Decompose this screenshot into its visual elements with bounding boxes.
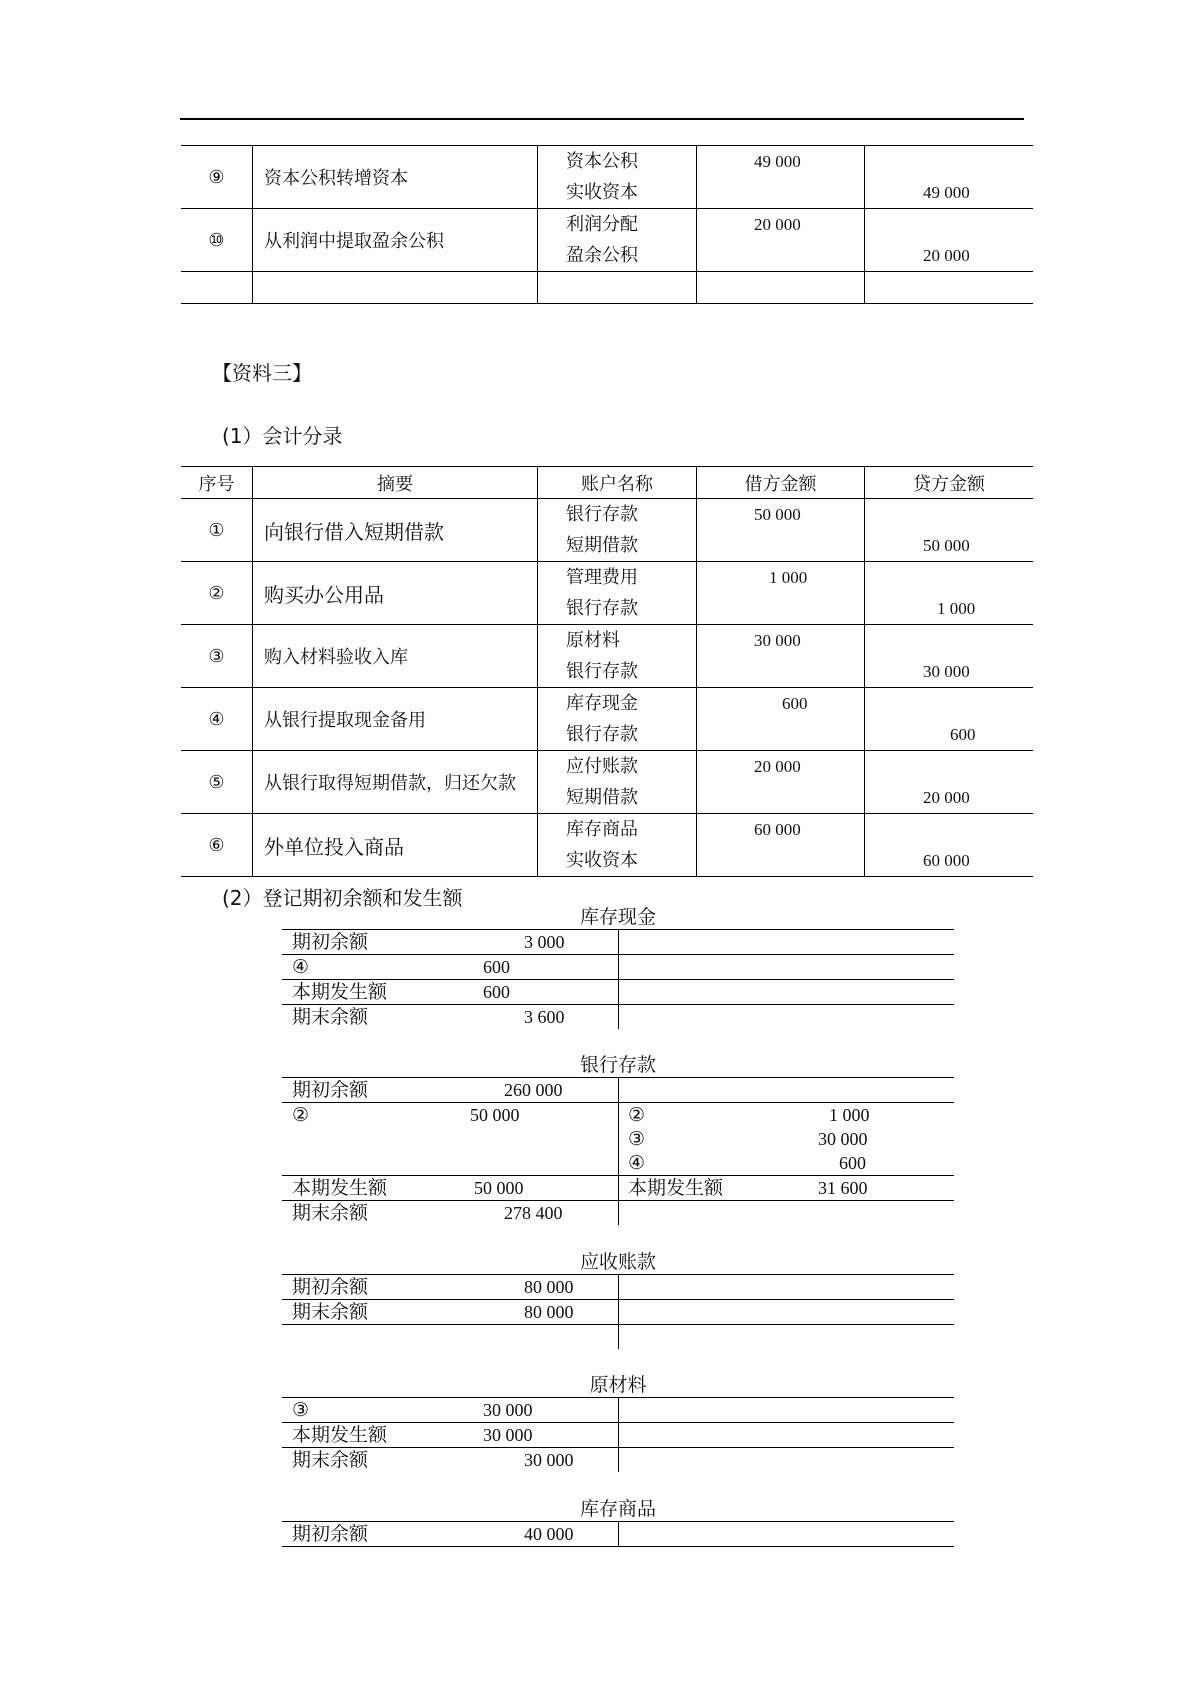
credit-amount: 49 000 [923, 183, 970, 202]
subsection-title: (2）登记期初余额和发生额 [222, 886, 463, 910]
debit-amount: 60 000 [754, 820, 801, 839]
t-row [282, 1522, 954, 1547]
top-rule [180, 118, 1024, 120]
credit-account: 实收资本 [566, 850, 638, 871]
t-row [282, 1176, 954, 1201]
row-value: 260 000 [504, 1080, 563, 1100]
seq-cell: ④ [181, 688, 253, 751]
row-value: 600 [483, 982, 510, 1002]
debit-account: 库存商品 [566, 819, 638, 840]
credit-account: 银行存款 [566, 724, 638, 745]
credit-cell [865, 146, 1034, 209]
row-value: 50 000 [470, 1105, 520, 1125]
accounts-cell [538, 562, 697, 625]
accounts-cell [538, 146, 697, 209]
accounts-cell [538, 499, 697, 562]
row-label: ③ [292, 1399, 310, 1421]
row-value: 3 600 [524, 1007, 565, 1027]
row-value: 80 000 [524, 1302, 574, 1322]
row-label: 本期发生额 [292, 1424, 388, 1446]
debit-account: 管理费用 [566, 567, 638, 588]
seq-cell: ③ [181, 625, 253, 688]
debit-amount: 20 000 [754, 757, 801, 776]
t-account-receivable [282, 1250, 954, 1349]
t-row [282, 1078, 954, 1103]
credit-value: 31 600 [818, 1178, 868, 1198]
t-row [282, 1151, 954, 1176]
t-account-title: 原材料 [589, 1374, 647, 1396]
credit-cell [865, 625, 1034, 688]
row-label: ④ [292, 956, 310, 978]
credit-account: 短期借款 [566, 535, 638, 556]
journal-table [181, 466, 1033, 877]
credit-value: 600 [839, 1153, 866, 1173]
t-account-bank [282, 1053, 954, 1225]
t-account-title: 库存现金 [579, 906, 656, 928]
accounts-cell [538, 209, 697, 272]
credit-cell [865, 209, 1034, 272]
debit-cell [697, 146, 865, 209]
debit-cell [697, 688, 865, 751]
seq-cell: ① [181, 499, 253, 562]
row-value: 40 000 [524, 1524, 574, 1544]
debit-account: 应付账款 [566, 756, 638, 777]
table-row [181, 751, 1033, 814]
row-label: 期初余额 [292, 1079, 369, 1101]
credit-account: 银行存款 [566, 598, 638, 619]
debit-amount: 600 [782, 694, 808, 713]
credit-label: 本期发生额 [628, 1177, 724, 1199]
credit-amount: 30 000 [923, 662, 970, 681]
t-row [282, 1005, 954, 1029]
table-row [181, 625, 1033, 688]
accounts-cell [538, 625, 697, 688]
row-value: 50 000 [474, 1178, 524, 1198]
t-row [282, 955, 954, 980]
credit-label: ④ [628, 1152, 646, 1174]
credit-account: 短期借款 [566, 787, 638, 808]
t-account-title: 银行存款 [579, 1054, 656, 1076]
t-account-goods [282, 1497, 954, 1547]
table-row-empty [181, 272, 1033, 304]
credit-cell [865, 562, 1034, 625]
row-label: 期末余额 [292, 1449, 369, 1471]
t-row [282, 1300, 954, 1325]
row-label: 期初余额 [292, 931, 369, 953]
summary-cell: 外单位投入商品 [253, 814, 538, 877]
table-row [181, 499, 1033, 562]
debit-account: 银行存款 [566, 504, 638, 525]
row-value: 600 [483, 957, 510, 977]
credit-amount: 20 000 [923, 788, 970, 807]
table-row [181, 209, 1033, 272]
credit-cell [865, 751, 1034, 814]
summary-cell: 从利润中提取盈余公积 [253, 209, 538, 272]
t-row [282, 1448, 954, 1472]
row-label: 期末余额 [292, 1202, 369, 1224]
table-row [181, 688, 1033, 751]
credit-amount: 20 000 [923, 246, 970, 265]
row-value: 3 000 [524, 932, 565, 952]
table-row [181, 562, 1033, 625]
debit-cell [697, 751, 865, 814]
header-summary: 摘要 [253, 467, 538, 499]
t-account-material [282, 1373, 954, 1472]
row-value: 278 400 [504, 1203, 563, 1223]
t-row [282, 1103, 954, 1127]
summary-cell: 从银行提取现金备用 [253, 688, 538, 751]
seq-cell: ⑩ [181, 209, 253, 272]
credit-cell [865, 688, 1034, 751]
t-account-title: 库存商品 [579, 1498, 656, 1520]
row-label: 期末余额 [292, 1301, 369, 1323]
subsection-title: (1）会计分录 [222, 424, 343, 448]
debit-amount: 30 000 [754, 631, 801, 650]
table-row [181, 146, 1033, 209]
t-row [282, 930, 954, 955]
t-row [282, 1201, 954, 1225]
seq-cell: ② [181, 562, 253, 625]
header-account: 账户名称 [538, 467, 697, 499]
header-seq: 序号 [181, 467, 253, 499]
credit-amount: 50 000 [923, 536, 970, 555]
row-value: 30 000 [524, 1450, 574, 1470]
t-row [282, 1275, 954, 1300]
debit-amount: 50 000 [754, 505, 801, 524]
credit-value: 1 000 [829, 1105, 870, 1125]
debit-cell [697, 625, 865, 688]
seq-cell: ⑨ [181, 146, 253, 209]
accounts-cell [538, 688, 697, 751]
summary-cell: 从银行取得短期借款，归还欠款 [253, 751, 538, 814]
t-row [282, 980, 954, 1005]
debit-account: 资本公积 [566, 151, 638, 172]
credit-account: 盈余公积 [566, 245, 638, 266]
credit-amount: 1 000 [937, 599, 976, 618]
credit-value: 30 000 [818, 1129, 868, 1149]
summary-cell: 资本公积转增资本 [253, 146, 538, 209]
debit-account: 利润分配 [566, 214, 638, 235]
row-label: 期末余额 [292, 1006, 369, 1028]
row-label: 本期发生额 [292, 981, 388, 1003]
credit-account: 银行存款 [566, 661, 638, 682]
debit-amount: 49 000 [754, 152, 801, 171]
summary-cell: 购入材料验收入库 [253, 625, 538, 688]
t-row [282, 1423, 954, 1448]
row-label: 期初余额 [292, 1523, 369, 1545]
credit-account: 实收资本 [566, 182, 638, 203]
row-label: ② [292, 1104, 310, 1126]
accounts-cell [538, 814, 697, 877]
debit-account: 原材料 [566, 630, 620, 651]
summary-cell: 购买办公用品 [253, 562, 538, 625]
header-credit: 贷方金额 [865, 467, 1034, 499]
debit-cell [697, 814, 865, 877]
debit-cell [697, 209, 865, 272]
row-label: 期初余额 [292, 1276, 369, 1298]
t-account-title: 应收账款 [579, 1251, 656, 1273]
t-row [282, 1127, 954, 1151]
t-row [282, 1398, 954, 1423]
row-value: 30 000 [483, 1400, 533, 1420]
credit-cell [865, 814, 1034, 877]
credit-label: ② [628, 1104, 646, 1126]
summary-cell: 向银行借入短期借款 [253, 499, 538, 562]
journal-table-continued [181, 145, 1033, 304]
debit-account: 库存现金 [566, 693, 638, 714]
debit-amount: 20 000 [754, 215, 801, 234]
table-row [181, 814, 1033, 877]
debit-amount: 1 000 [769, 568, 808, 587]
t-account-cash [282, 905, 954, 1029]
row-value: 30 000 [483, 1425, 533, 1445]
credit-amount: 600 [950, 725, 976, 744]
header-debit: 借方金额 [697, 467, 865, 499]
credit-label: ③ [628, 1128, 646, 1150]
credit-cell [865, 499, 1034, 562]
debit-cell [697, 499, 865, 562]
credit-amount: 60 000 [923, 851, 970, 870]
accounts-cell [538, 751, 697, 814]
seq-cell: ⑥ [181, 814, 253, 877]
table-header-row [181, 467, 1033, 499]
section-title: 【资料三】 [212, 361, 312, 385]
seq-cell: ⑤ [181, 751, 253, 814]
row-value: 80 000 [524, 1277, 574, 1297]
debit-cell [697, 562, 865, 625]
row-label: 本期发生额 [292, 1177, 388, 1199]
